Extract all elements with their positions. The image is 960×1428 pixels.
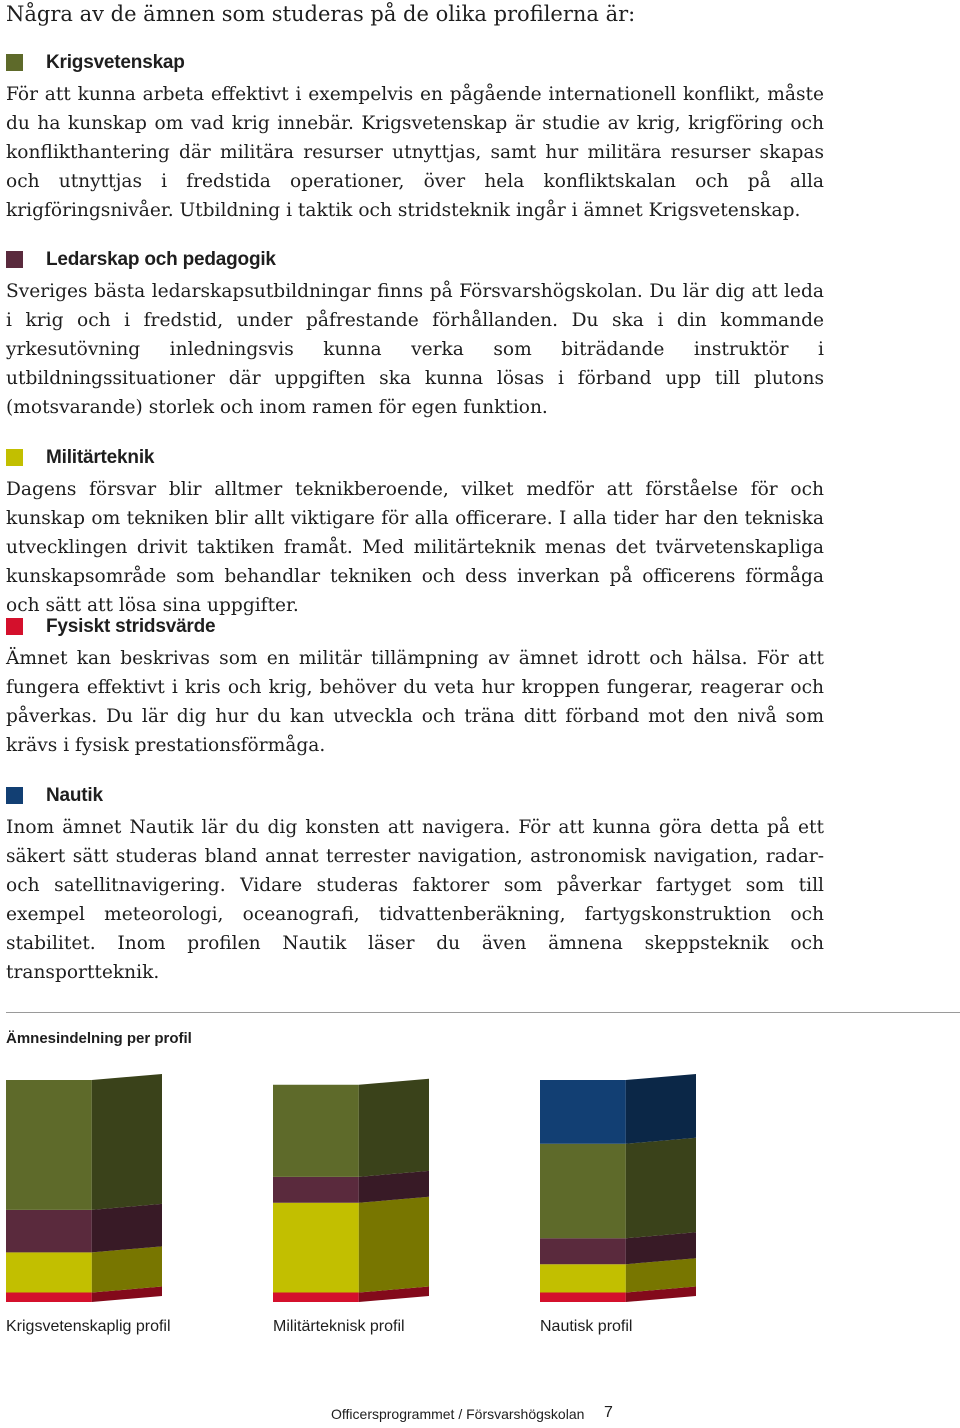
bar-segment-side [626,1138,696,1238]
square-bullet-icon [6,54,23,71]
footer-text: Officersprogrammet / Försvarshögskolan [331,1406,585,1422]
bar-segment-krigsvetenskap [6,1080,92,1210]
bar-segment-militärteknik [6,1252,92,1292]
square-bullet-icon [6,618,23,635]
chart-category-label: Krigsvetenskaplig profil [6,1318,171,1335]
section-title: Krigsvetenskap [46,51,185,73]
chart-title: Ämnesindelning per profil [6,1030,192,1047]
bar-segment-ledarskap-och-pedagogik [6,1210,92,1253]
profile-chart [0,1070,960,1310]
section-ledarskap [6,245,824,422]
bar-segment-militärteknik [273,1203,359,1293]
bar-segment-side [359,1197,429,1293]
section-nautik [6,781,824,987]
bar-segment-side [626,1074,696,1144]
chart-canvas [0,1070,960,1310]
section-body: Inom ämnet Nautik lär du dig konsten att navigera. För att kunna göra detta på ett säkert sätt studeras bland annat terrester navigation, astronomisk navigation, radar- och satellitnavigering. Vidare studeras faktorer som påverkar fartyget som till exempel meteorologi, oceanografi, tidvattenberäkning, fartygskonstruktion och stabilitet. Inom profilen Nautik läser du även ämnena skeppsteknik och transportteknik. [6,817,824,983]
bar-segment-krigsvetenskap [273,1085,359,1177]
section-header [6,443,824,472]
divider [6,1012,960,1013]
section-title: Fysiskt stridsvärde [46,615,216,637]
section-header [6,245,824,274]
section-body: Ämnet kan beskrivas som en militär tillämpning av ämnet idrott och hälsa. För att fungera effektivt i kris och krig, behöver du veta hur kroppen fungerar, reagerar och påverkas. Du lär dig hur du kan utveckla och träna ditt förband mot den nivå som krävs i fysisk prestationsförmåga. [6,648,824,756]
bar-segment-ledarskap-och-pedagogik [273,1177,359,1203]
section-body: Dagens försvar blir alltmer teknikberoende, vilket medför att förståelse för och kunskap om tekniken blir allt viktigare för alla officerare. I alla tider har den tekniska utvecklingen drivit taktiken framåt. Med militärteknik menas det tvärvetenskapliga kunskapsområde som behandlar tekniken och dess inverkan på officerens förmåga och sätt att lösa sina uppgifter. [6,479,824,616]
section-title: Ledarskap och pedagogik [46,248,276,270]
bar-segment-fysiskt-stridsvärde [540,1293,626,1302]
bar-segment-side [92,1074,162,1210]
bar-segment-militärteknik [540,1264,626,1292]
section-title: Nautik [46,784,103,806]
bar-segment-fysiskt-stridsvärde [6,1293,92,1302]
chart-category-label: Militärteknisk profil [273,1318,405,1335]
bar-segment-nautik [540,1080,626,1144]
bar-segment-side [92,1204,162,1253]
bar-segment-side [359,1079,429,1177]
section-header [6,781,824,810]
bar-segment-ledarskap-och-pedagogik [540,1238,626,1264]
section-fysiskt-stridsvarde [6,612,824,760]
square-bullet-icon [6,251,23,268]
section-krigsvetenskap [6,48,824,225]
intro-text: Några av de ämnen som studeras på de olika profilerna är: [6,2,636,26]
chart-category-label: Nautisk profil [540,1318,633,1335]
bar-segment-side [626,1258,696,1292]
section-militarteknik [6,443,824,620]
section-header [6,48,824,77]
square-bullet-icon [6,787,23,804]
bar-segment-fysiskt-stridsvärde [273,1293,359,1302]
section-header [6,612,824,641]
square-bullet-icon [6,449,23,466]
section-body: För att kunna arbeta effektivt i exempelvis en pågående internationell konflikt, måste du ha kunskap om vad krig innebär. Krigsvetenskap är studie av krig, krigföring och konflikthantering där militära resurser utnyttjas, samt hur militära resurser skapas och utnyttjas i fredstida operationer, över hela konfliktskalan och på alla krigföringsnivåer. Utbildning i taktik och stridsteknik ingår i ämnet Krigsvetenskap. [6,84,824,221]
page-number: 7 [604,1404,613,1421]
section-body: Sveriges bästa ledarskapsutbildningar finns på Försvarshögskolan. Du lär dig att leda i krig och i fredstid, under påfrestande förhållanden. Du ska i din kommande yrkesutövning inledningsvis kunna verka som biträdande instruktör i utbildningssituationer där uppgiften ska kunna lösas i förband upp till plutons (motsvarande) storlek och inom ramen för egen funktion. [6,281,824,418]
bar-segment-krigsvetenskap [540,1144,626,1238]
bar-segment-side [92,1246,162,1292]
section-title: Militärteknik [46,446,155,468]
